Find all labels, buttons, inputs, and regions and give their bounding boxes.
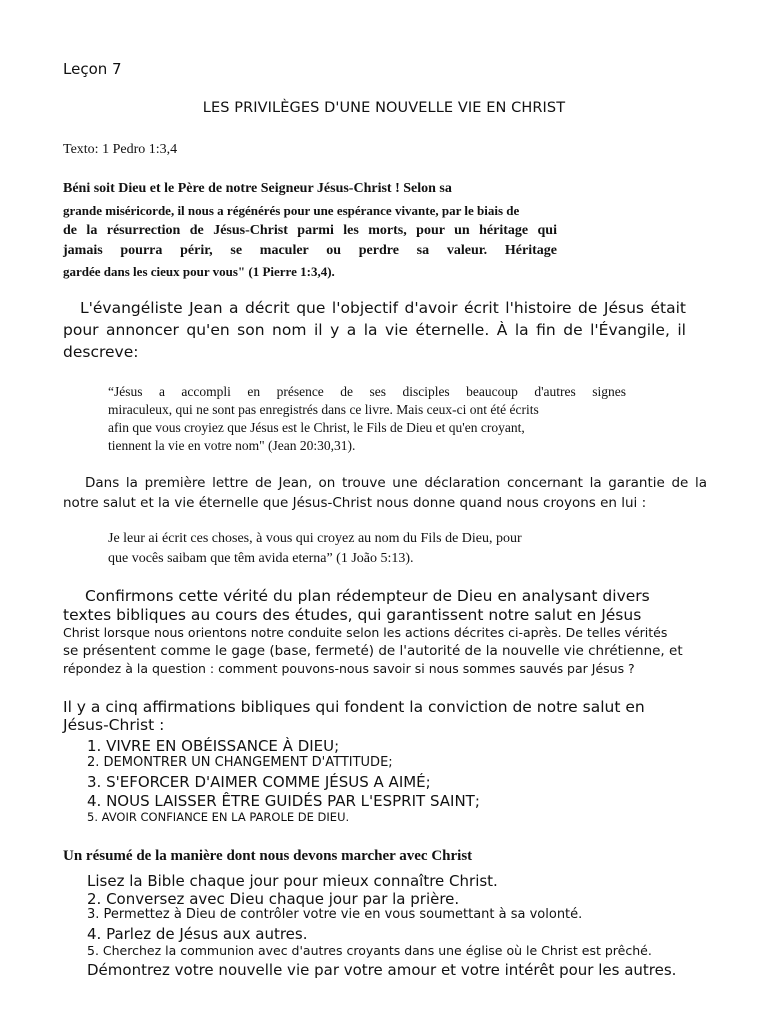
verse-line: jamais pourra périr, se maculer ou perdre sa valeur. Héritage [63,243,557,258]
paragraph-line: Confirmons cette vérité du plan rédempteur de Dieu en analysant divers [85,587,650,605]
quote-line: Je leur ai écrit ces choses, à vous qui croyez au nom du Fils de Dieu, pour [108,531,522,546]
lesson-label: Leçon 7 [63,60,122,78]
list-item: 1. VIVRE EN OBÉISSANCE À DIEU; [87,737,340,755]
list-item: 4. Parlez de Jésus aux autres. [87,925,308,943]
paragraph-line: Christ lorsque nous orientons notre conduite selon les actions décrites ci-après. De telles vérités [63,625,668,640]
quote-line: “Jésus a accompli en présence de ses disciples beaucoup d'autres signes [108,384,626,399]
list-item: 2. DEMONTRER UN CHANGEMENT D'ATTITUDE; [87,755,393,770]
paragraph-line: textes bibliques au cours des études, qui garantissent notre salut en Jésus [63,606,642,624]
list-item: 5. AVOIR CONFIANCE EN LA PAROLE DE DIEU. [87,810,350,824]
summary-heading: Un résumé de la manière dont nous devons marcher avec Christ [63,848,473,864]
quote-line: que vocês saibam que têm avida eterna” (1 João 5:13). [108,551,414,566]
quote-line: miraculeux, qui ne sont pas enregistrés dans ce livre. Mais ceux-ci ont été écrits [108,402,539,417]
list-item: 3. S'EFORCER D'AIMER COMME JÉSUS A AIMÉ; [87,773,431,791]
quote-line: afin que vous croyiez que Jésus est le Christ, le Fils de Dieu et qu'en croyant, [108,420,525,435]
verse-line: gardée dans les cieux pour vous" (1 Pierre 1:3,4). [63,264,335,279]
verse-line: Béni soit Dieu et le Père de notre Seigneur Jésus-Christ ! Selon sa [63,181,452,196]
paragraph-line: Dans la première lettre de Jean, on trouve une déclaration concernant la garantie de la [85,475,707,491]
paragraph-line: L'évangéliste Jean a décrit que l'objectif d'avoir écrit l'histoire de Jésus était [80,299,686,317]
verse-line: grande miséricorde, il nous a régénérés pour une espérance vivante, par le biais de [63,203,520,218]
scripture-reference: Texto: 1 Pedro 1:3,4 [63,142,178,157]
list-item: 3. Permettez à Dieu de contrôler votre vie en vous soumettant à sa volonté. [87,907,583,922]
quote-line: tiennent la vie en votre nom" (Jean 20:30,31). [108,438,356,453]
paragraph-line: Jésus-Christ : [63,716,165,734]
paragraph-line: descreve: [63,343,139,361]
paragraph-line: notre salut et la vie éternelle que Jésus-Christ nous donne quand nous croyons en lui : [63,495,647,511]
list-item: 4. NOUS LAISSER ÊTRE GUIDÉS PAR L'ESPRIT SAINT; [87,792,480,810]
list-item: 5. Cherchez la communion avec d'autres croyants dans une église où le Christ est prêché. [87,943,652,958]
paragraph-line: se présentent comme le gage (base, fermeté) de l'autorité de la nouvelle vie chrétienne, et [63,643,683,659]
page-title: LES PRIVILÈGES D'UNE NOUVELLE VIE EN CHRIST [202,100,566,116]
list-item: Démontrez votre nouvelle vie par votre amour et votre intérêt pour les autres. [87,961,677,979]
paragraph-line: répondez à la question : comment pouvons-nous savoir si nous sommes sauvés par Jésus ? [63,661,635,676]
paragraph-line: Il y a cinq affirmations bibliques qui fondent la conviction de notre salut en [63,698,645,716]
verse-line: de la résurrection de Jésus-Christ parmi les morts, pour un héritage qui [63,223,557,238]
list-item: Lisez la Bible chaque jour pour mieux connaître Christ. [87,872,498,890]
paragraph-line: pour annoncer qu'en son nom il y a la vie éternelle. À la fin de l'Évangile, il [63,321,686,339]
list-item: 2. Conversez avec Dieu chaque jour par la prière. [87,890,460,908]
